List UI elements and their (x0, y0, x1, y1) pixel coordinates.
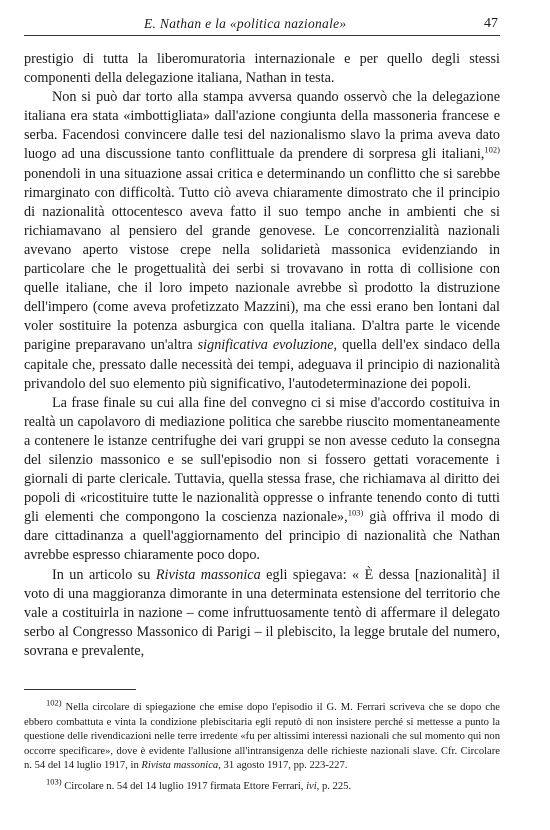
text-span: egli spiegava: « È dessa [nazionalità] il voto di una maggioranza dimorante in una determinata estensione del territorio che vale a costituirla in nazione – come infruttuosamente tentò di affermare il delegato serbo al Congresso Massonico di Parigi – il plebiscito, la legge brutale del numero, sovrana e prevalente, (24, 566, 500, 659)
emphasis: significativa evoluzione (197, 337, 334, 354)
citation-ivi: ivi (306, 780, 317, 792)
page-number: 47 (484, 16, 498, 31)
running-header (24, 8, 500, 36)
journal-title: Rivista massonica (141, 760, 219, 772)
footnote-ref-103: 103) (347, 507, 364, 518)
book-page (24, 8, 500, 795)
text-span: , quella dell'ex sindaco della capitale che, pressato dalle necessità dei tempi, adeguava il principio di nazionalità privandolo del suo elemento più significativo, l'autodeterminazione dei popoli. (24, 337, 501, 392)
text-span: ponendoli in una situazione assai critica e determinando un conflitto che si sarebbe rimarginato con difficoltà. Tutto ciò aveva chiaramente dimostrato che il principio di nazionalità ottocentesco aveva fatto il suo tempo anche in ambienti che si richiamavano al pensiero del grande genovese. Le concorrenzialità nazionali avevano aperto vistose crepe nella solidarietà massonica evidenziando in particolare che le progettualità dei serbi si trovavano in rotta di collisione con quelle italiane, che il loro impeto nazionale avrebbe sì prodotto la distruzione dell'impero (come aveva profetizzato Mazzini), ma che essi erano ben lontani dal voler sostituire la potenza asburgica con quella italiana. D'altra parte le vicende parigine preparavano un'altra (24, 165, 500, 354)
paragraph-4 (24, 566, 500, 661)
text-span: Circolare n. 54 del 14 luglio 1917 firmata Ettore Ferrari, (61, 780, 307, 792)
text-span: già offriva il modo di dare cittadinanza a quell'aggiornamento del principio di nazionalità che Nathan avrebbe espresso chiaramente poco dopo. (24, 509, 500, 564)
main-text (24, 50, 500, 661)
running-title: E. Nathan e la «politica nazionale» (144, 16, 347, 31)
paragraph-1: prestigio di tutta la liberomuratoria internazionale e per quello degli stessi componenti della delegazione italiana, Nathan in testa. (24, 51, 500, 87)
footnote-mark: 102) (46, 697, 62, 708)
footnote-103 (24, 776, 500, 795)
text-span: In un articolo su (52, 566, 156, 583)
text-span: , 31 agosto 1917, pp. 223-227. (218, 760, 348, 772)
text-span: Nella circolare di spiegazione che emise dopo l'episodio il G. M. Ferrari scriveva che se dopo che ebbero combattuta e vinta la condizione plebiscitaria egli reputò di non insistere perché si mettesse a punto la questione delle rivendicazioni nelle terre irredente «fu per altissimi interessi nazionali che sul momento qui non occorre specificare», dove è evidente l'allusione all'intransigenza delle richieste nazionali slave. Cfr. Circolare n. 54 del 14 luglio 1917, in (24, 702, 500, 772)
footnote-mark: 103) (46, 776, 62, 787)
footnote-102 (24, 697, 500, 774)
text-span: , p. 225. (316, 780, 352, 792)
text-span: La frase finale su cui alla fine del convegno ci si mise d'accordo costituiva in realtà un capolavoro di mediazione politica che sarebbe riuscito momentaneamente a contenere le istanze centrifughe dei vari gruppi se non avesse ceduto la consegna del silenzio massonico e se sull'episodio non si fossero gettati voracemente i giornali di parte clericale. Tuttavia, quella stessa frase, che richiamava al diritto dei popoli di «ricostituire tutte le nazionalità oppresse o infrante tenendo conto di tutti gli elementi che compongono la coscienza nazionale», (24, 394, 500, 526)
footnote-separator (24, 689, 136, 690)
journal-title: Rivista massonica (155, 566, 261, 583)
paragraph-3 (24, 394, 500, 566)
footnotes (24, 697, 500, 795)
paragraph-2 (24, 88, 500, 394)
text-span: Non si può dar torto alla stampa avversa quando osservò che la delegazione italiana era stata «imbottigliata» dall'azione congiunta della massoneria francese e serba. Facendosi convincere dalle tesi del nazionalismo slavo la prima aveva dato luogo ad una discussione tanto conflittuale da prendere di sorpresa gli italiani, (24, 89, 500, 163)
footnote-ref-102: 102) (484, 144, 500, 155)
